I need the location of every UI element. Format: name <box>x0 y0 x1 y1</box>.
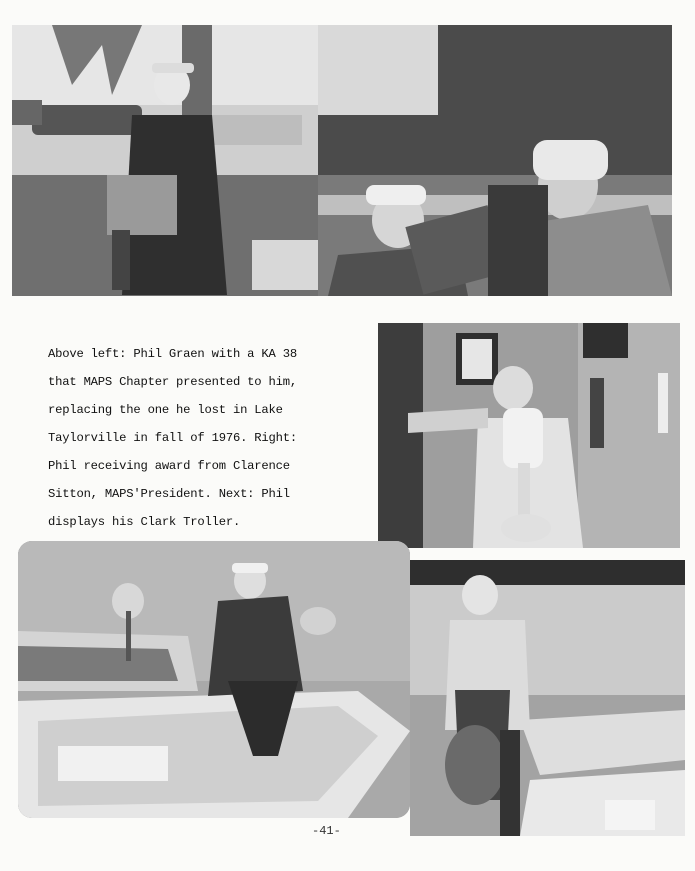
caption-line: Sitton, MAPS'President. Next: Phil <box>48 487 290 501</box>
photo-phil-receiving-award <box>318 25 672 296</box>
caption-line: that MAPS Chapter presented to him, <box>48 375 297 389</box>
photo-phil-clark-troller <box>378 323 680 548</box>
photo-phil-with-ka38-motor <box>12 25 318 296</box>
caption-line: Above left: Phil Graen with a KA 38 <box>48 347 297 361</box>
page-number: -41- <box>312 824 341 838</box>
photo-phil-with-fish-basket <box>410 560 685 836</box>
caption-line: Taylorville in fall of 1976. Right: <box>48 431 297 445</box>
photo-phil-in-boat <box>18 541 410 818</box>
caption-line: displays his Clark Troller. <box>48 515 241 529</box>
caption-line: Phil receiving award from Clarence <box>48 459 290 473</box>
caption-line: replacing the one he lost in Lake <box>48 403 283 417</box>
